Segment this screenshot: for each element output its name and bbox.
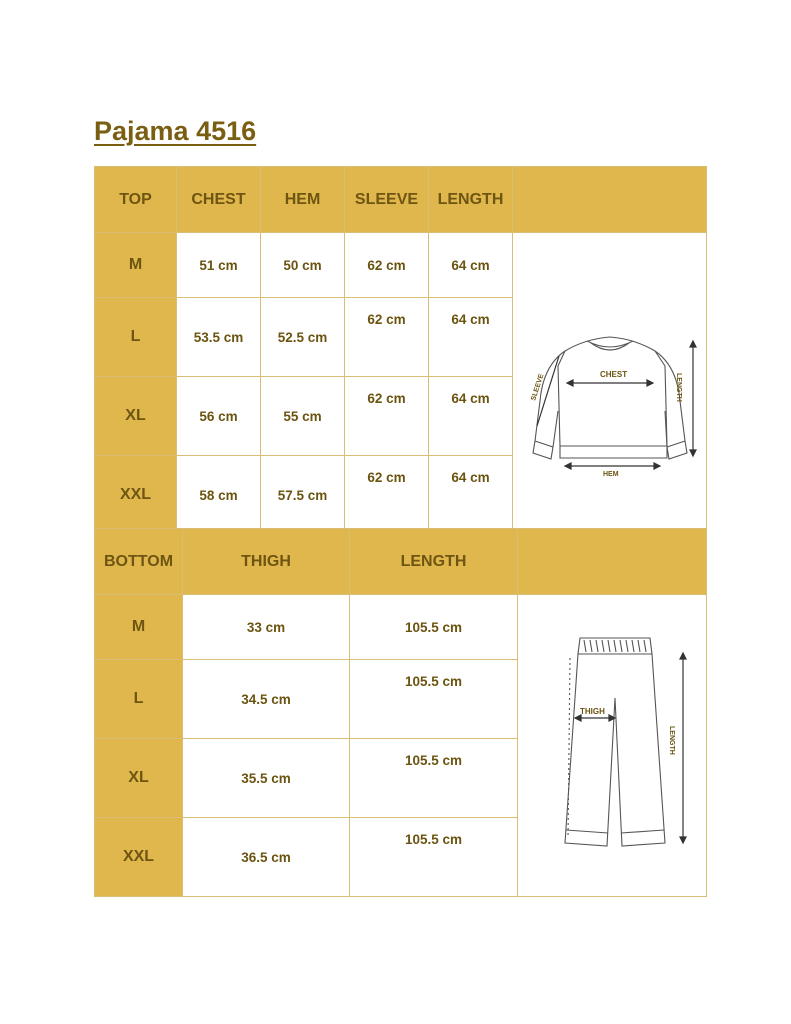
size-label: M [95, 595, 183, 660]
top-diagram-cell [513, 233, 707, 535]
sleeve-value: 62 cm [345, 456, 429, 535]
header-length: LENGTH [350, 529, 518, 595]
diagram-hem-label: HEM [602, 471, 619, 478]
size-label: XL [95, 377, 177, 456]
length-value: 64 cm [429, 377, 513, 456]
chest-value: 51 cm [177, 233, 261, 298]
diagram-thigh-label: THIGH [579, 707, 605, 716]
length-value: 105.5 cm [350, 660, 518, 739]
header-bottom: BOTTOM [95, 529, 183, 595]
length-value: 105.5 cm [350, 595, 518, 660]
header-blank [518, 529, 707, 595]
table-header-row [95, 167, 707, 233]
table-row [95, 595, 707, 660]
sleeve-value: 62 cm [345, 298, 429, 377]
length-value: 64 cm [429, 233, 513, 298]
header-thigh: THIGH [183, 529, 350, 595]
length-value: 105.5 cm [350, 818, 518, 897]
size-label: XXL [95, 456, 177, 535]
sleeve-value: 62 cm [345, 233, 429, 298]
thigh-value: 33 cm [183, 595, 350, 660]
thigh-value: 35.5 cm [183, 739, 350, 818]
top-size-table [94, 166, 707, 535]
chest-value: 58 cm [177, 456, 261, 535]
length-value: 64 cm [429, 298, 513, 377]
hem-value: 57.5 cm [261, 456, 345, 535]
length-value: 105.5 cm [350, 739, 518, 818]
size-label: XL [95, 739, 183, 818]
sleeve-value: 62 cm [345, 377, 429, 456]
header-chest: CHEST [177, 167, 261, 233]
pants-diagram [520, 618, 705, 868]
size-label: XXL [95, 818, 183, 897]
hem-value: 50 cm [261, 233, 345, 298]
header-top: TOP [95, 167, 177, 233]
length-value: 64 cm [429, 456, 513, 535]
table-header-row [95, 529, 707, 595]
header-sleeve: SLEEVE [345, 167, 429, 233]
table-row [95, 233, 707, 298]
bottom-size-table [94, 528, 707, 897]
thigh-value: 34.5 cm [183, 660, 350, 739]
page-title: Pajama 4516 [94, 116, 257, 146]
hem-value: 52.5 cm [261, 298, 345, 377]
diagram-length-label: LENGTH [667, 726, 675, 755]
header-hem: HEM [261, 167, 345, 233]
bottom-diagram-cell [518, 595, 707, 897]
sweatshirt-diagram [515, 261, 705, 501]
hem-value: 55 cm [261, 377, 345, 456]
chest-value: 56 cm [177, 377, 261, 456]
size-label: L [95, 660, 183, 739]
size-label: L [95, 298, 177, 377]
thigh-value: 36.5 cm [183, 818, 350, 897]
header-length: LENGTH [429, 167, 513, 233]
diagram-sleeve-label: SLEEVE [529, 373, 545, 402]
diagram-chest-label: CHEST [599, 370, 627, 379]
chest-value: 53.5 cm [177, 298, 261, 377]
size-label: M [95, 233, 177, 298]
header-blank [513, 167, 707, 233]
diagram-length-label: LENGTH [674, 373, 682, 402]
